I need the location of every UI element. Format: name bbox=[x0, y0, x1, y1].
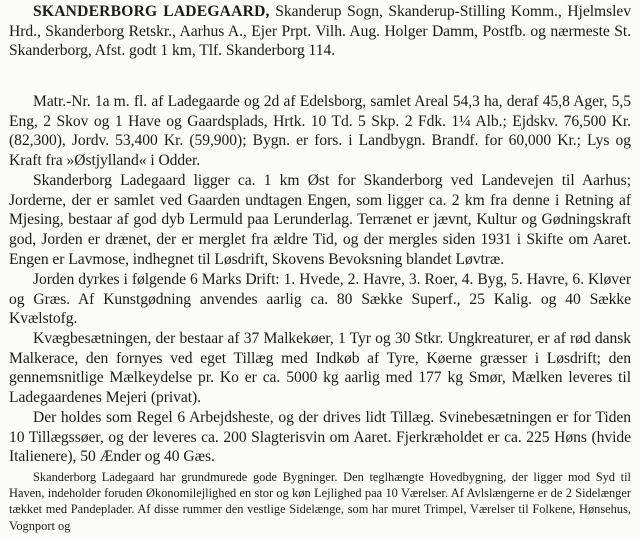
crop-rotation-paragraph: Jorden dyrkes i følgende 6 Marks Drift: 1. Hvede, 2. Havre, 3. Roer, 4. Byg, 5. Havre, 6. Kløver og Græs. Af Kunstgødning anvendes aarlig ca. 80 Sække Superf., 25 Kalig. og 40 Sække Kvælstofg. bbox=[9, 271, 631, 328]
intro-text: Skanderup Sogn, Skanderup-Stilling Komm., Hjelmslev Hrd., Skanderborg Retskr., Aarhus A., Ejer Prpt. Vilh. Aug. Holger Damm, Postfb. og nærmeste St. Skanderborg, Afst. godt 1 km, Tlf. Skanderborg 114. bbox=[9, 3, 631, 60]
estate-heading: SKANDERBORG LADEGAARD, bbox=[33, 3, 270, 20]
location-paragraph: Skanderborg Ladegaard ligger ca. 1 km Øst for Skanderborg ved Landevejen til Aarhus; Jorderne, der er samlet ved Gaarden undtagen Engen, som ligger ca. 2 km fra denne i Retning af Mjesing, bestaar af god dyb Lermuld paa Lerunderlag. Terrænet er jævnt, Kultur og Gødningskraft god, Jorden er drænet, der er merglet fra ældre Tid, og der mergles siden 1931 i Skifte om Aaret. Engen er Lavmose, indhegnet til Løsdrift, Skovens Bevoksning blandet Løvtræ. bbox=[9, 172, 631, 268]
entry-intro bbox=[9, 2, 631, 61]
buildings-paragraph: Skanderborg Ladegaard har grundmurede gode Bygninger. Den teglhængte Hovedbygning, der ligger mod Syd til Haven, indeholder foruden Økonomilejlighed en stor og køn Lejlighed paa 10 Værelser. Af Avlslængerne er de 2 Sidelænger tækket med Pandeplader. Af disse rummer den vestlige Sidelænge, som har muret Trimpel, Værelser til Folkene, Hønsehus, Vognport og bbox=[9, 470, 631, 533]
livestock-paragraph: Kvægbesætningen, der bestaar af 37 Malkekøer, 1 Tyr og 30 Stkr. Ungkreaturer, er af rød dansk Malkerace, den fornyes ved eget Tillæg med Indkøb af Tyre, Køerne græsser i Løsdrift; den gennemsnitlige Mælkeydelse pr. Ko er ca. 5000 kg aarlig med 177 kg Smør, Mælken leveres til Ladegaardenes Mejeri (privat). bbox=[9, 330, 631, 407]
cadastral-paragraph: Matr.-Nr. 1a m. fl. af Ladegaarde og 2d af Edelsborg, samlet Areal 54,3 ha, deraf 45,8 Ager, 5,5 Eng, 2 Skov og 1 Have og Gaardsplads, Hrtk. 10 Td. 5 Skp. 2 Fdk. 1¼ Alb.; Ejdskv. 76,500 Kr. (82,300), Jordv. 53,400 Kr. (59,900); Bygn. er fors. i Landbygn. Brandf. for 60,000 Kr.; Lys og Kraft fra »Østjylland« i Odder. bbox=[9, 93, 631, 170]
horses-pigs-poultry-paragraph: Der holdes som Regel 6 Arbejdsheste, og der drives lidt Tillæg. Svinebesætningen er for Tiden 10 Tillægssøer, og der leveres ca. 200 Slagterisvin om Aaret. Fjerkræholdet er ca. 225 Høns (hvide Italienere), 50 Ænder og 40 Gæs. bbox=[9, 409, 631, 466]
